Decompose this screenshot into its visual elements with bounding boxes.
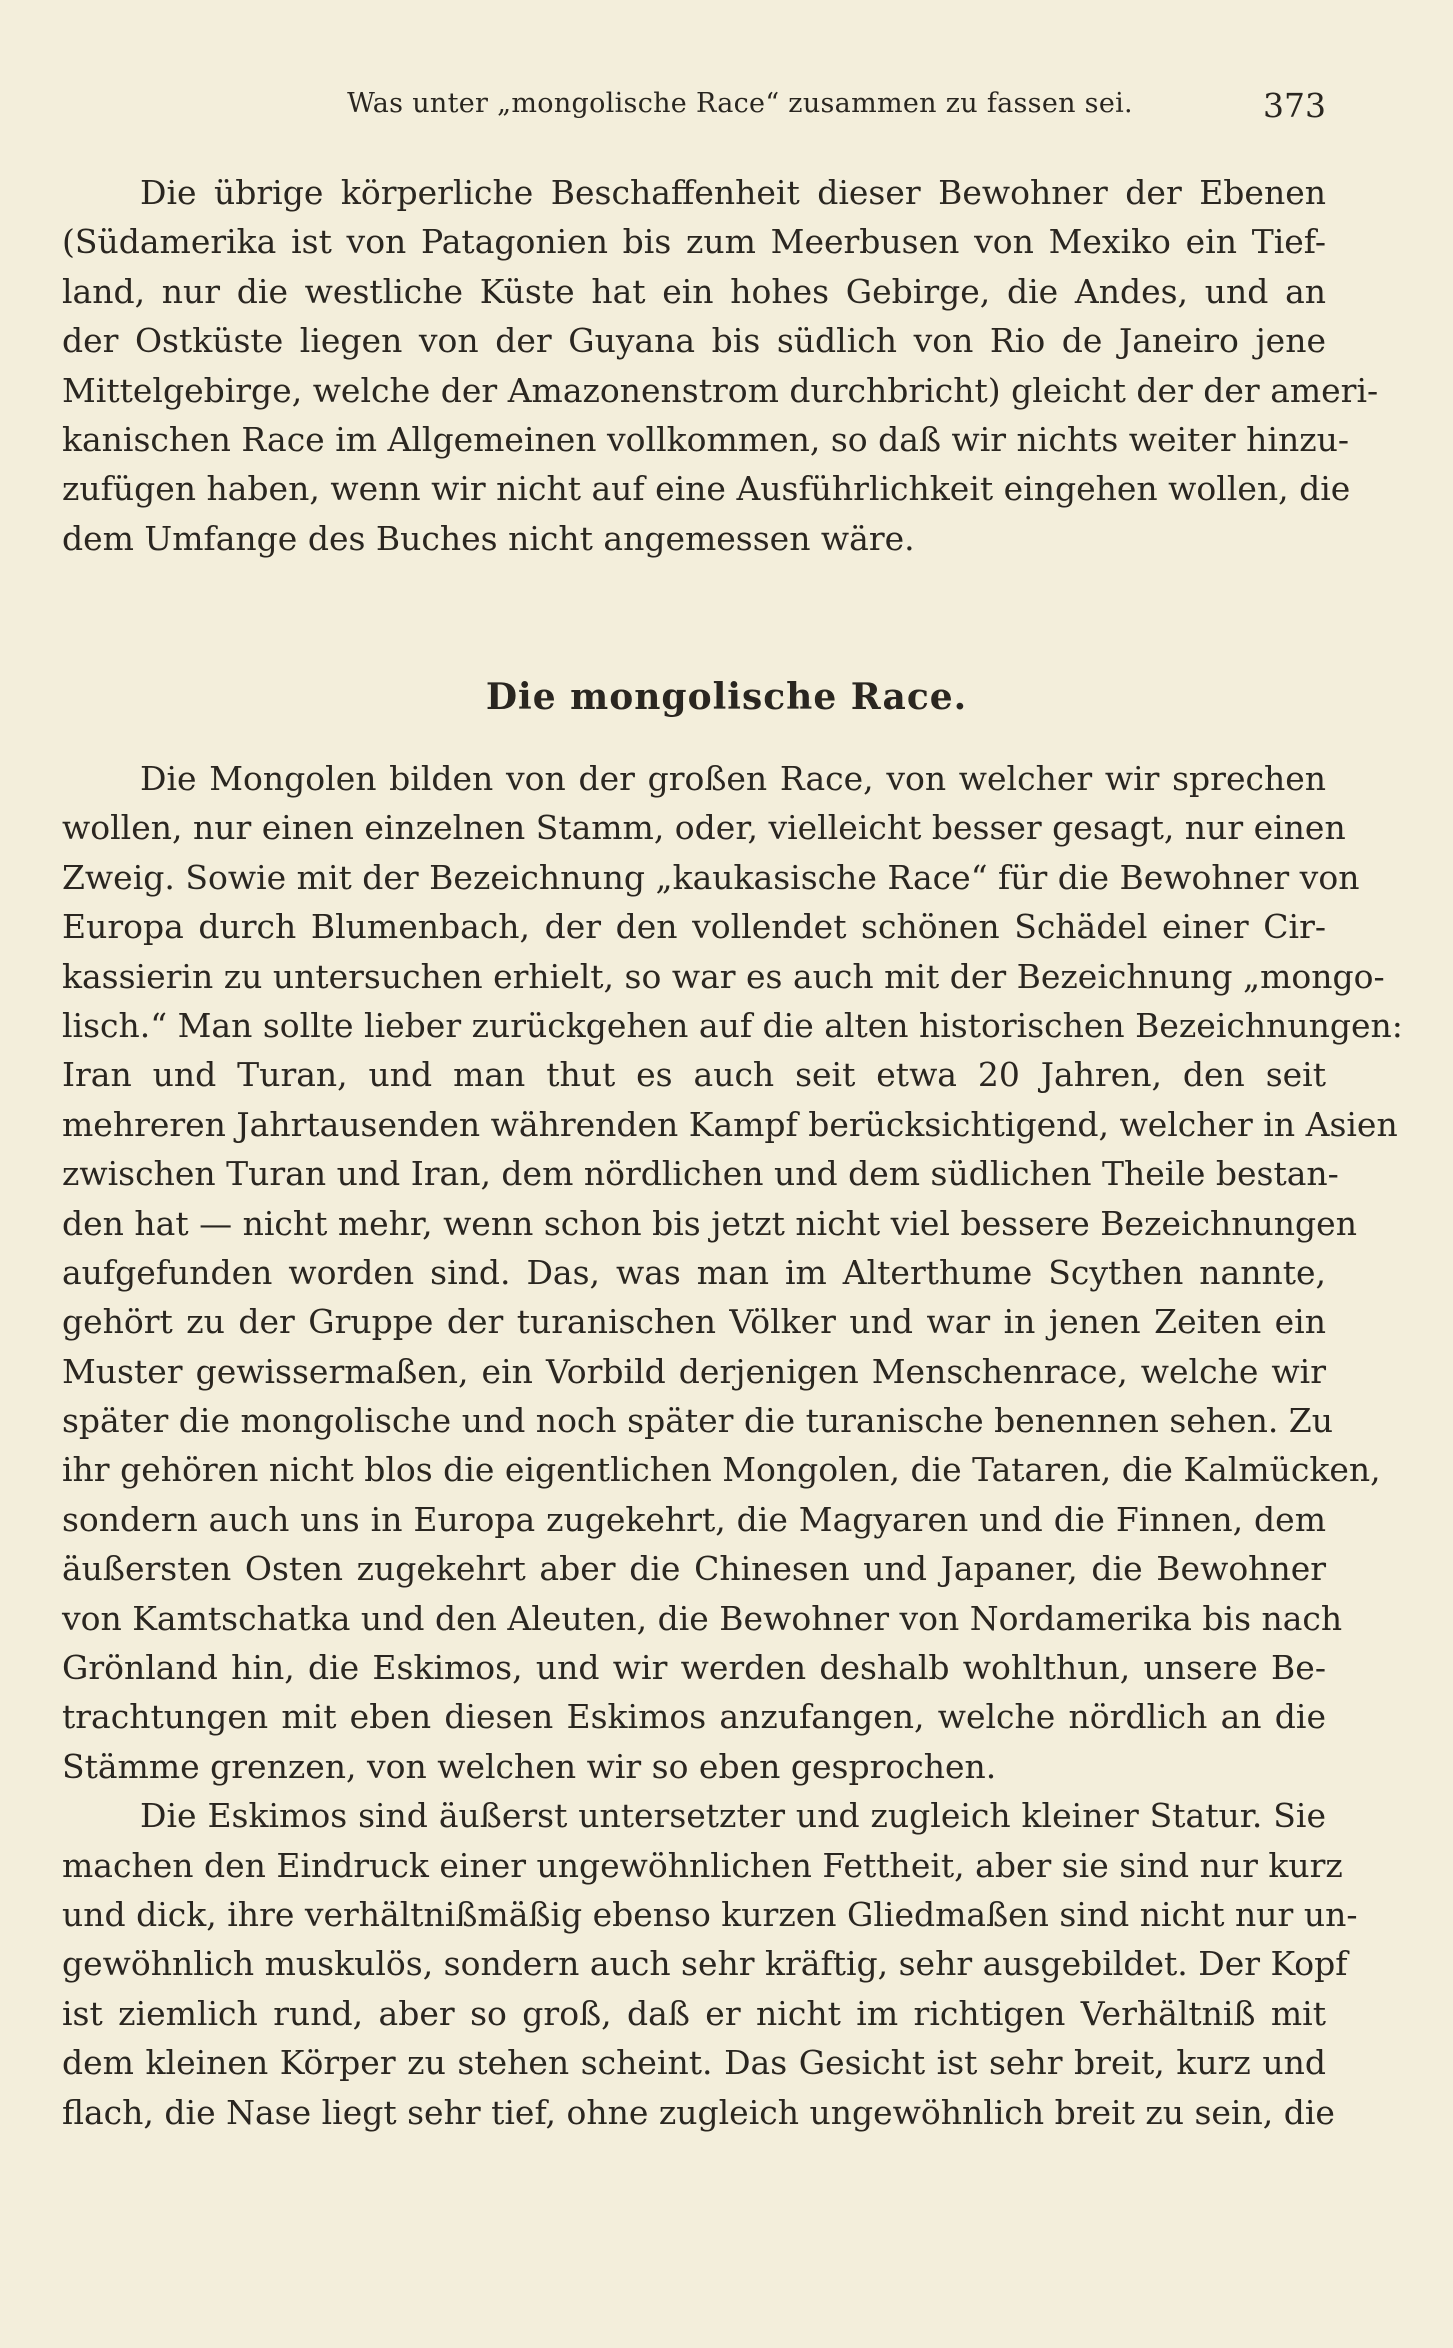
paragraph-line: Europa durch Blumenbach, der den vollendet schönen Schädel einer Cir- (62, 907, 1326, 947)
paragraph-line: flach, die Nase liegt sehr tief, ohne zugleich ungewöhnlich breit zu sein, die (62, 2092, 1335, 2132)
paragraph-line: ist ziemlich rund, aber so groß, daß er nicht im richtigen Verhältniß mit (62, 1993, 1326, 2033)
paragraph-line: lisch.“ Man sollte lieber zurückgehen auf die alten historischen Bezeichnungen: (62, 1005, 1403, 1045)
paragraph-line: und dick, ihre verhältnißmäßig ebenso kurzen Gliedmaßen sind nicht nur un- (62, 1894, 1358, 1934)
paragraph-line: den hat — nicht mehr, wenn schon bis jetzt nicht viel bessere Bezeichnungen (62, 1203, 1357, 1243)
paragraph-line: dem kleinen Körper zu stehen scheint. Das Gesicht ist sehr breit, kurz und (62, 2043, 1326, 2083)
paragraph-1 (62, 168, 1379, 563)
paragraph-line: mehreren Jahrtausenden währenden Kampf berücksichtigend, welcher in Asien (62, 1104, 1398, 1144)
paragraph-line: kanischen Race im Allgemeinen vollkommen, so daß wir nichts weiter hinzu- (62, 419, 1350, 459)
paragraph-line: zwischen Turan und Iran, dem nördlichen und dem südlichen Theile bestan- (62, 1154, 1339, 1194)
paragraph-line: wollen, nur einen einzelnen Stamm, oder, vielleicht besser gesagt, nur einen (62, 808, 1346, 848)
paragraph-line: Die Eskimos sind äußerst untersetzter und zugleich kleiner Statur. Sie (140, 1796, 1326, 1836)
paragraph-line: ihr gehören nicht blos die eigentlichen Mongolen, die Tataren, die Kalmücken, (62, 1450, 1381, 1490)
paragraph-line: (Südamerika ist von Patagonien bis zum Meerbusen von Mexiko ein Tief- (62, 222, 1326, 262)
paragraph-line: machen den Eindruck einer ungewöhnlichen Fettheit, aber sie sind nur kurz (62, 1845, 1343, 1885)
paragraph-line: Muster gewissermaßen, ein Vorbild derjenigen Menschenrace, welche wir (62, 1351, 1326, 1391)
paragraph-line: Stämme grenzen, von welchen wir so eben gesprochen. (62, 1746, 997, 1786)
paragraph-line: Die übrige körperliche Beschaffenheit dieser Bewohner der Ebenen (140, 173, 1326, 212)
paragraph-line: der Ostküste liegen von der Guyana bis südlich von Rio de Janeiro jene (62, 321, 1326, 361)
paragraph-line: trachtungen mit eben diesen Eskimos anzufangen, welche nördlich an die (62, 1697, 1326, 1737)
paragraph-line: Iran und Turan, und man thut es auch seit etwa 20 Jahren, den seit (62, 1055, 1326, 1095)
paragraph-line: äußersten Osten zugekehrt aber die Chinesen und Japaner, die Bewohner (62, 1549, 1326, 1589)
paragraph-line: gewöhnlich muskulös, sondern auch sehr kräftig, sehr ausgebildet. Der Kopf (62, 1944, 1348, 1984)
section-heading: Die mongolische Race. (485, 676, 968, 718)
paragraph-line: zufügen haben, wenn wir nicht auf eine Ausführlichkeit eingehen wollen, die (62, 469, 1351, 509)
page-number: 373 (1263, 86, 1326, 125)
paragraph-line: aufgefunden worden sind. Das, was man im Alterthume Scythen nannte, (62, 1252, 1326, 1292)
running-header-title: Was unter „mongolische Race“ zusammen zu fassen sei. (347, 88, 1133, 119)
paragraph-line: Zweig. Sowie mit der Bezeichnung „kaukasische Race“ für die Bewohner von (62, 857, 1360, 897)
paragraph-line: Die Mongolen bilden von der großen Race, von welcher wir sprechen (140, 759, 1326, 798)
running-header (290, 88, 1326, 128)
paragraph-line: sondern auch uns in Europa zugekehrt, die Magyaren und die Finnen, dem (62, 1499, 1326, 1539)
paragraph-2-and-3 (62, 754, 1403, 2137)
paragraph-line: dem Umfange des Buches nicht angemessen wäre. (62, 518, 915, 558)
paragraph-line: land, nur die westliche Küste hat ein hohes Gebirge, die Andes, und an (62, 271, 1326, 311)
paragraph-line: von Kamtschatka und den Aleuten, die Bewohner von Nordamerika bis nach (62, 1598, 1343, 1638)
paragraph-line: Mittelgebirge, welche der Amazonenstrom durchbricht) gleicht der der ameri- (62, 370, 1379, 410)
paragraph-line: später die mongolische und noch später die turanische benennen sehen. Zu (62, 1401, 1333, 1441)
paragraph-line: kassierin zu untersuchen erhielt, so war es auch mit der Bezeichnung „mongo- (62, 956, 1385, 996)
paragraph-line: gehört zu der Gruppe der turanischen Völker und war in jenen Zeiten ein (62, 1302, 1326, 1342)
paragraph-line: Grönland hin, die Eskimos, und wir werden deshalb wohlthun, unsere Be- (62, 1648, 1326, 1688)
